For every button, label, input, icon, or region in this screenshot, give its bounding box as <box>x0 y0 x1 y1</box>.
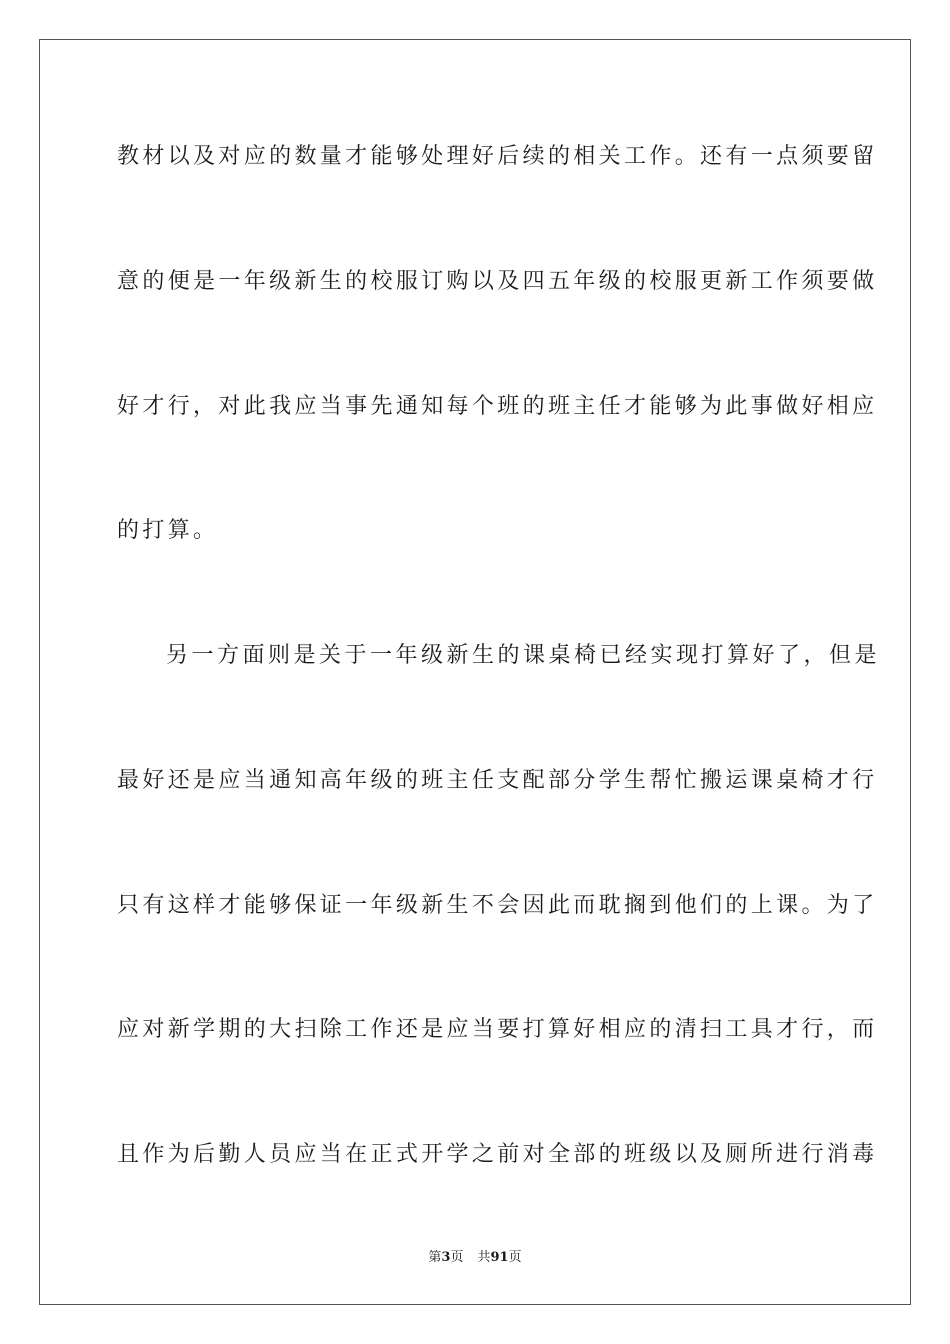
page-footer <box>0 1250 950 1266</box>
body-line-1: 教材以及对应的数量才能够处理好后续的相关工作。还有一点须要留 <box>117 144 878 169</box>
page-suffix: 页 <box>450 1250 464 1265</box>
page-number: 3 <box>441 1250 451 1265</box>
body-line-2: 意的便是一年级新生的校服订购以及四五年级的校服更新工作须要做 <box>117 269 878 294</box>
body-line-6: 最好还是应当通知高年级的班主任支配部分学生帮忙搬运课桌椅才行 <box>117 768 878 793</box>
body-line-8: 应对新学期的大扫除工作还是应当要打算好相应的清扫工具才行，而 <box>117 1017 878 1042</box>
total-pages: 91 <box>490 1250 509 1265</box>
body-line-7: 只有这样才能够保证一年级新生不会因此而耽搁到他们的上课。为了 <box>117 893 878 918</box>
body-line-4: 的打算。 <box>117 518 219 543</box>
page-prefix: 第 <box>428 1250 442 1265</box>
total-prefix: 共 <box>477 1250 491 1265</box>
page-border <box>39 39 911 1305</box>
body-line-3: 好才行，对此我应当事先通知每个班的班主任才能够为此事做好相应 <box>117 394 878 419</box>
total-suffix: 页 <box>508 1250 522 1265</box>
body-line-9: 且作为后勤人员应当在正式开学之前对全部的班级以及厕所进行消毒 <box>117 1142 878 1167</box>
body-line-5-paragraph-start: 另一方面则是关于一年级新生的课桌椅已经实现打算好了，但是 <box>166 643 881 668</box>
